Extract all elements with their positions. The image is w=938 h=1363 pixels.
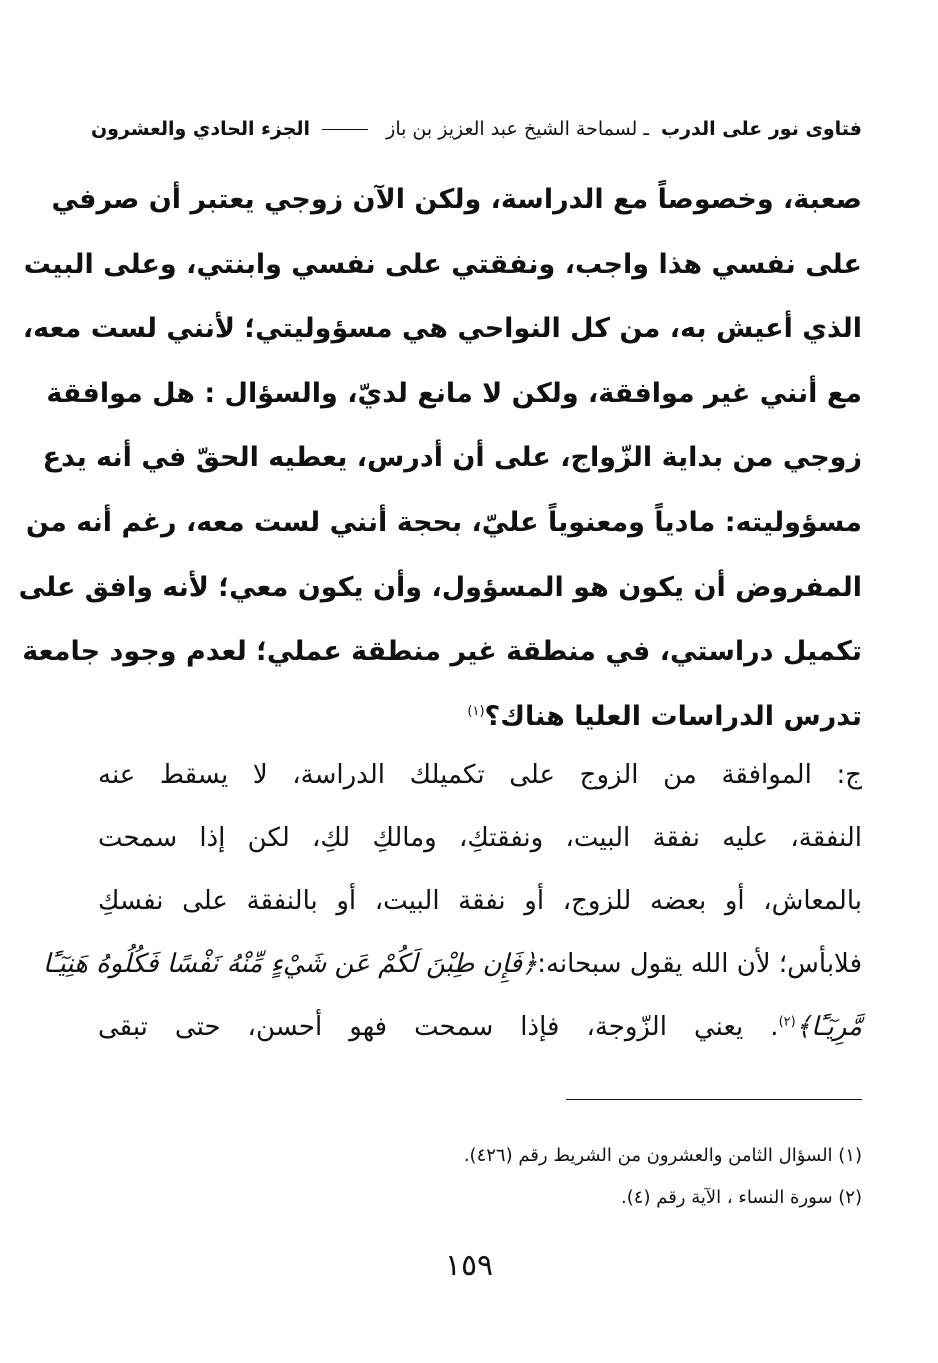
footnote: (١) السؤال الثامن والعشرون من الشريط رقم (٤٢٦).: [463, 1145, 862, 1166]
text-line-content: فلابأس؛ لأن الله يقول سبحانه:: [537, 949, 862, 979]
text-line: [42, 933, 862, 996]
text-line: [98, 685, 862, 750]
footnotes: [98, 1135, 862, 1219]
quran-verse: ﴿فَإِن طِبْنَ لَكُمْ عَن شَيْءٍ مِّنْهُ نَفْسًا فَكُلُوهُ هَنِيٓـًٔا: [42, 949, 538, 979]
text-line-content: . يعني الزّوجة، فإذا سمحت فهو أحسن، حتى تبقى: [98, 1012, 779, 1042]
text-line: مسؤوليته: مادياً ومعنوياً عليّ، بحجة أنني لست معه، رغم أنه من: [25, 506, 862, 538]
text-line: ج: الموافقة من الزوج على تكميلك الدراسة، لا يسقط عنه: [98, 760, 862, 790]
book-title: فتاوى نور على الدرب: [661, 118, 862, 140]
text-line-content: تدرس الدراسات العليا هناك؟: [484, 700, 862, 732]
text-line: تكميل دراستي، في منطقة غير منطقة عملي؛ لعدم وجود جامعة: [22, 636, 862, 668]
author-name: ـ لسماحة الشيخ عبد العزيز بن باز: [386, 118, 649, 140]
question-text: [18, 168, 862, 749]
running-header: [90, 112, 862, 146]
text-line: المفروض أن يكون هو المسؤول، وأن يكون معي؛ لأنه وافق على: [18, 571, 862, 603]
part-title: الجزء الحادي والعشرون: [90, 118, 311, 140]
footnote: (٢) سورة النساء ، الآية رقم (٤).: [621, 1187, 862, 1208]
quran-verse-end: مَّرِيٓـًٔا﴾: [795, 1012, 862, 1042]
text-line: الذي أعيش به، من كل النواحي هي مسؤوليتي؛ لأنني لست معه،: [22, 313, 862, 345]
text-line: بالمعاش، أو بعضه للزوج، أو نفقة البيت، أو بالنفقة على نفسكِ: [98, 886, 862, 916]
text-line: على نفسي هذا واجب، ونفقتي على نفسي وابنتي، وعلى البيت: [23, 248, 862, 280]
answer-text: [42, 744, 862, 1059]
text-line: صعبة، وخصوصاً مع الدراسة، ولكن الآن زوجي يعتبر أن صرفي: [51, 184, 862, 215]
page-number: ١٥٩: [444, 1248, 494, 1283]
text-line: زوجي من بداية الزّواج، على أن أدرس، يعطيه الحقّ في أنه يدع: [42, 442, 862, 474]
footnote-ref: (١): [467, 703, 485, 719]
text-line: [98, 996, 862, 1059]
footnote-separator: [566, 1099, 862, 1100]
text-line: النفقة، عليه نفقة البيت، ونفقتكِ، ومالكِ لكِ، لكن إذا سمحت: [98, 823, 862, 853]
header-dash: [322, 129, 368, 130]
text-line: مع أنني غير موافقة، ولكن لا مانع لديّ، والسؤال : هل موافقة: [46, 377, 862, 409]
footnote-ref: (٢): [778, 1014, 796, 1030]
